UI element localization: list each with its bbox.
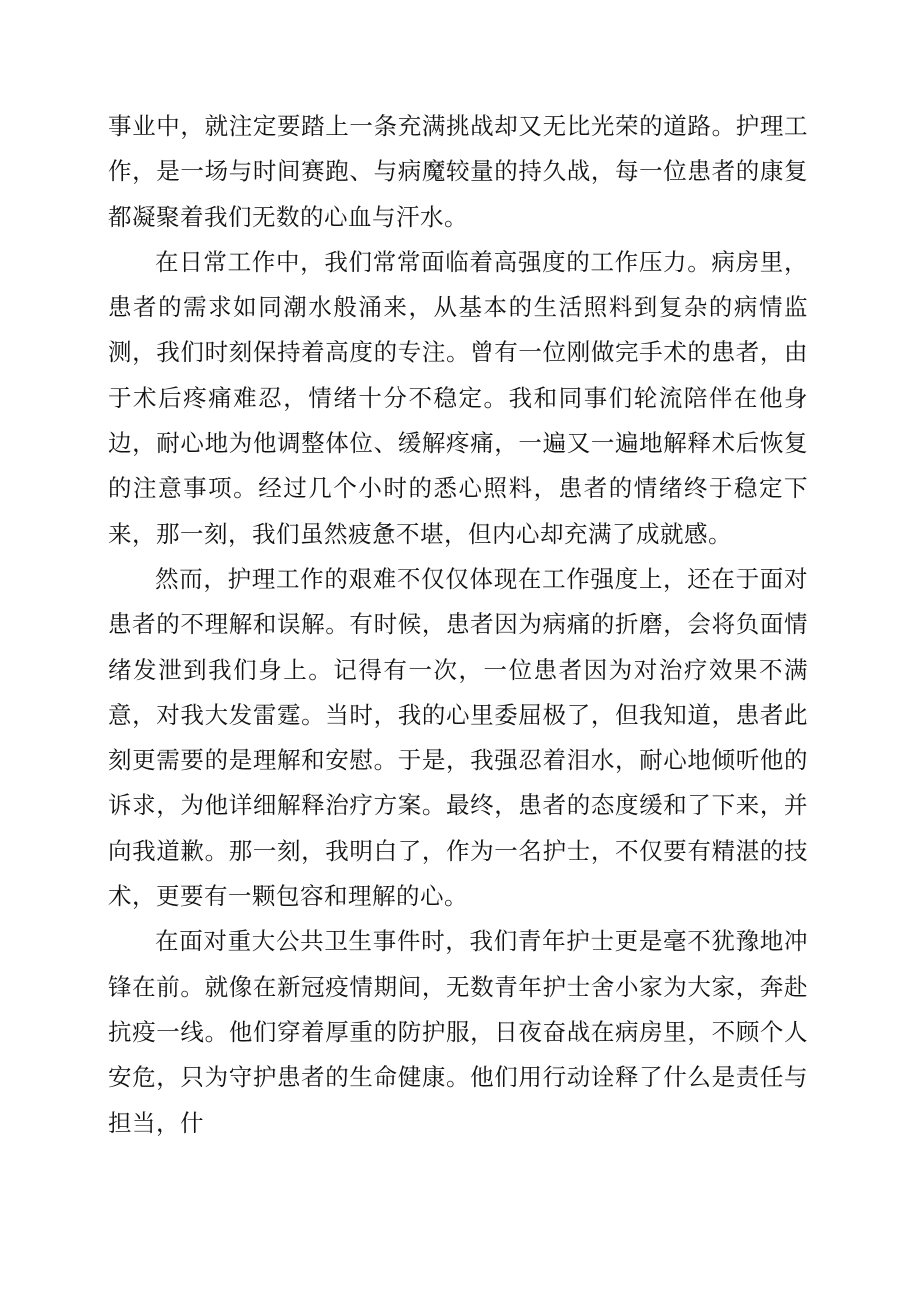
paragraph-continuation: 事业中，就注定要踏上一条充满挑战却又无比光荣的道路。护理工作，是一场与时间赛跑、与病魔较量的持久战，每一位患者的康复都凝聚着我们无数的心血与汗水。 (108, 112, 808, 231)
paragraph-daily-work: 在日常工作中，我们常常面临着高强度的工作压力。病房里，患者的需求如同潮水般涌来，从基本的生活照料到复杂的病情监测，我们时刻保持着高度的专注。曾有一位刚做完手术的患者，由于术后疼痛难忍，情绪十分不稳定。我和同事们轮流陪伴在他身边，耐心地为他调整体位、缓解疼痛，一遍又一遍地解释术后恢复的注意事项。经过几个小时的悉心照料，患者的情绪终于稳定下来，那一刻，我们虽然疲惫不堪，但内心却充满了成就感。 (108, 247, 808, 548)
document-body (108, 104, 808, 1146)
paragraph-misunderstanding: 然而，护理工作的艰难不仅仅体现在工作强度上，还在于面对患者的不理解和误解。有时候，患者因为病痛的折磨，会将负面情绪发泄到我们身上。记得有一次，一位患者因为对治疗效果不满意，对我大发雷霆。当时，我的心里委屈极了，但我知道，患者此刻更需要的是理解和安慰。于是，我强忍着泪水，耐心地倾听他的诉求，为他详细解释治疗方案。最终，患者的态度缓和了下来，并向我道歉。那一刻，我明白了，作为一名护士，不仅要有精湛的技术，更要有一颗包容和理解的心。 (108, 564, 808, 911)
paragraph-public-health: 在面对重大公共卫生事件时，我们青年护士更是毫不犹豫地冲锋在前。就像在新冠疫情期间，无数青年护士舍小家为大家，奔赴抗疫一线。他们穿着厚重的防护服，日夜奋战在病房里，不顾个人安危，只为守护患者的生命健康。他们用行动诠释了什么是责任与担当，什 (108, 927, 808, 1137)
